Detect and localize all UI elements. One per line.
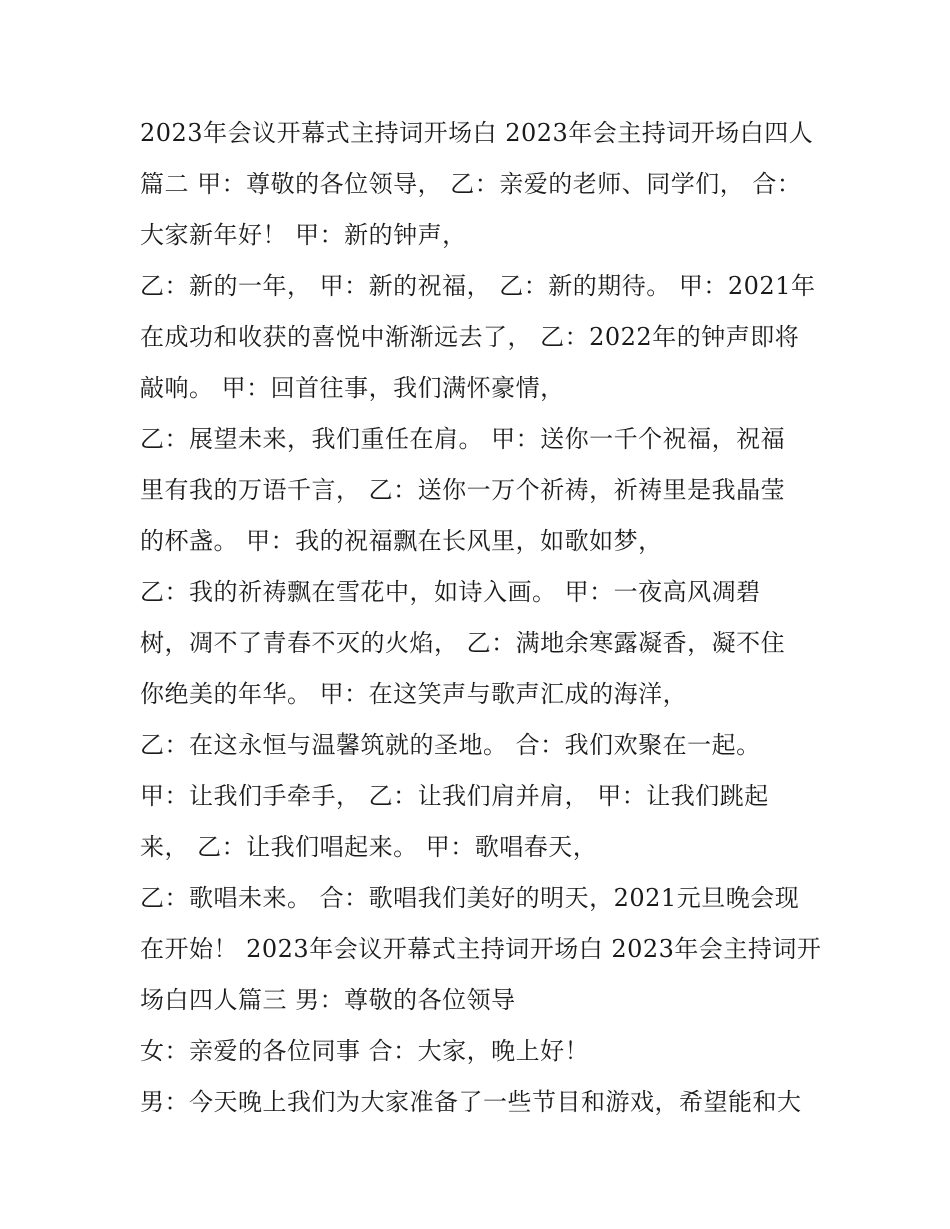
text-line: 你绝美的年华。 甲：在这笑声与歌声汇成的海洋， [140, 680, 688, 708]
text-line: 场白四人篇三 男：尊敬的各位领导 [140, 986, 516, 1014]
text-line: 男：今天晚上我们为大家准备了一些节目和游戏，希望能和大 [140, 1088, 802, 1116]
text-line: 在成功和收获的喜悦中渐渐远去了， 乙：2022年的钟声即将 [140, 323, 800, 351]
text-line: 乙：我的祈祷飘在雪花中，如诗入画。 甲：一夜高风凋碧 [140, 578, 761, 606]
text-line: 的杯盏。 甲：我的祝福飘在长风里，如歌如梦， [140, 527, 663, 555]
text-line: 树，凋不了青春不灭的火焰， 乙：满地余寒露凝香，凝不住 [140, 629, 786, 657]
text-line: 大家新年好！ 甲：新的钟声， [140, 221, 467, 249]
text-line: 来， 乙：让我们唱起来。 甲：歌唱春天， [140, 833, 598, 861]
text-line: 女：亲爱的各位同事 合：大家，晚上好！ [140, 1037, 590, 1065]
text-line: 敲响。 甲：回首往事，我们满怀豪情， [140, 374, 565, 402]
text-line: 2023年会议开幕式主持词开场白 2023年会主持词开场白四人 [140, 119, 814, 147]
text-line: 乙：新的一年， 甲：新的祝福， 乙：新的期待。 甲：2021年 [140, 272, 816, 300]
text-line: 乙：歌唱未来。 合：歌唱我们美好的明天，2021元旦晚会现 [140, 884, 800, 912]
text-line: 甲：让我们手牵手， 乙：让我们肩并肩， 甲：让我们跳起 [140, 782, 769, 810]
text-line: 乙：展望未来，我们重任在肩。 甲：送你一千个祝福，祝福 [140, 425, 786, 453]
document-body [140, 108, 820, 1128]
text-line: 里有我的万语千言， 乙：送你一万个祈祷，祈祷里是我晶莹 [140, 476, 786, 504]
text-line: 乙：在这永恒与温馨筑就的圣地。 合：我们欢聚在一起。 [140, 731, 761, 759]
text-line: 篇二 甲：尊敬的各位领导， 乙：亲爱的老师、同学们， 合： [140, 170, 802, 198]
text-line: 在开始！ 2023年会议开幕式主持词开场白 2023年会主持词开 [140, 935, 822, 963]
